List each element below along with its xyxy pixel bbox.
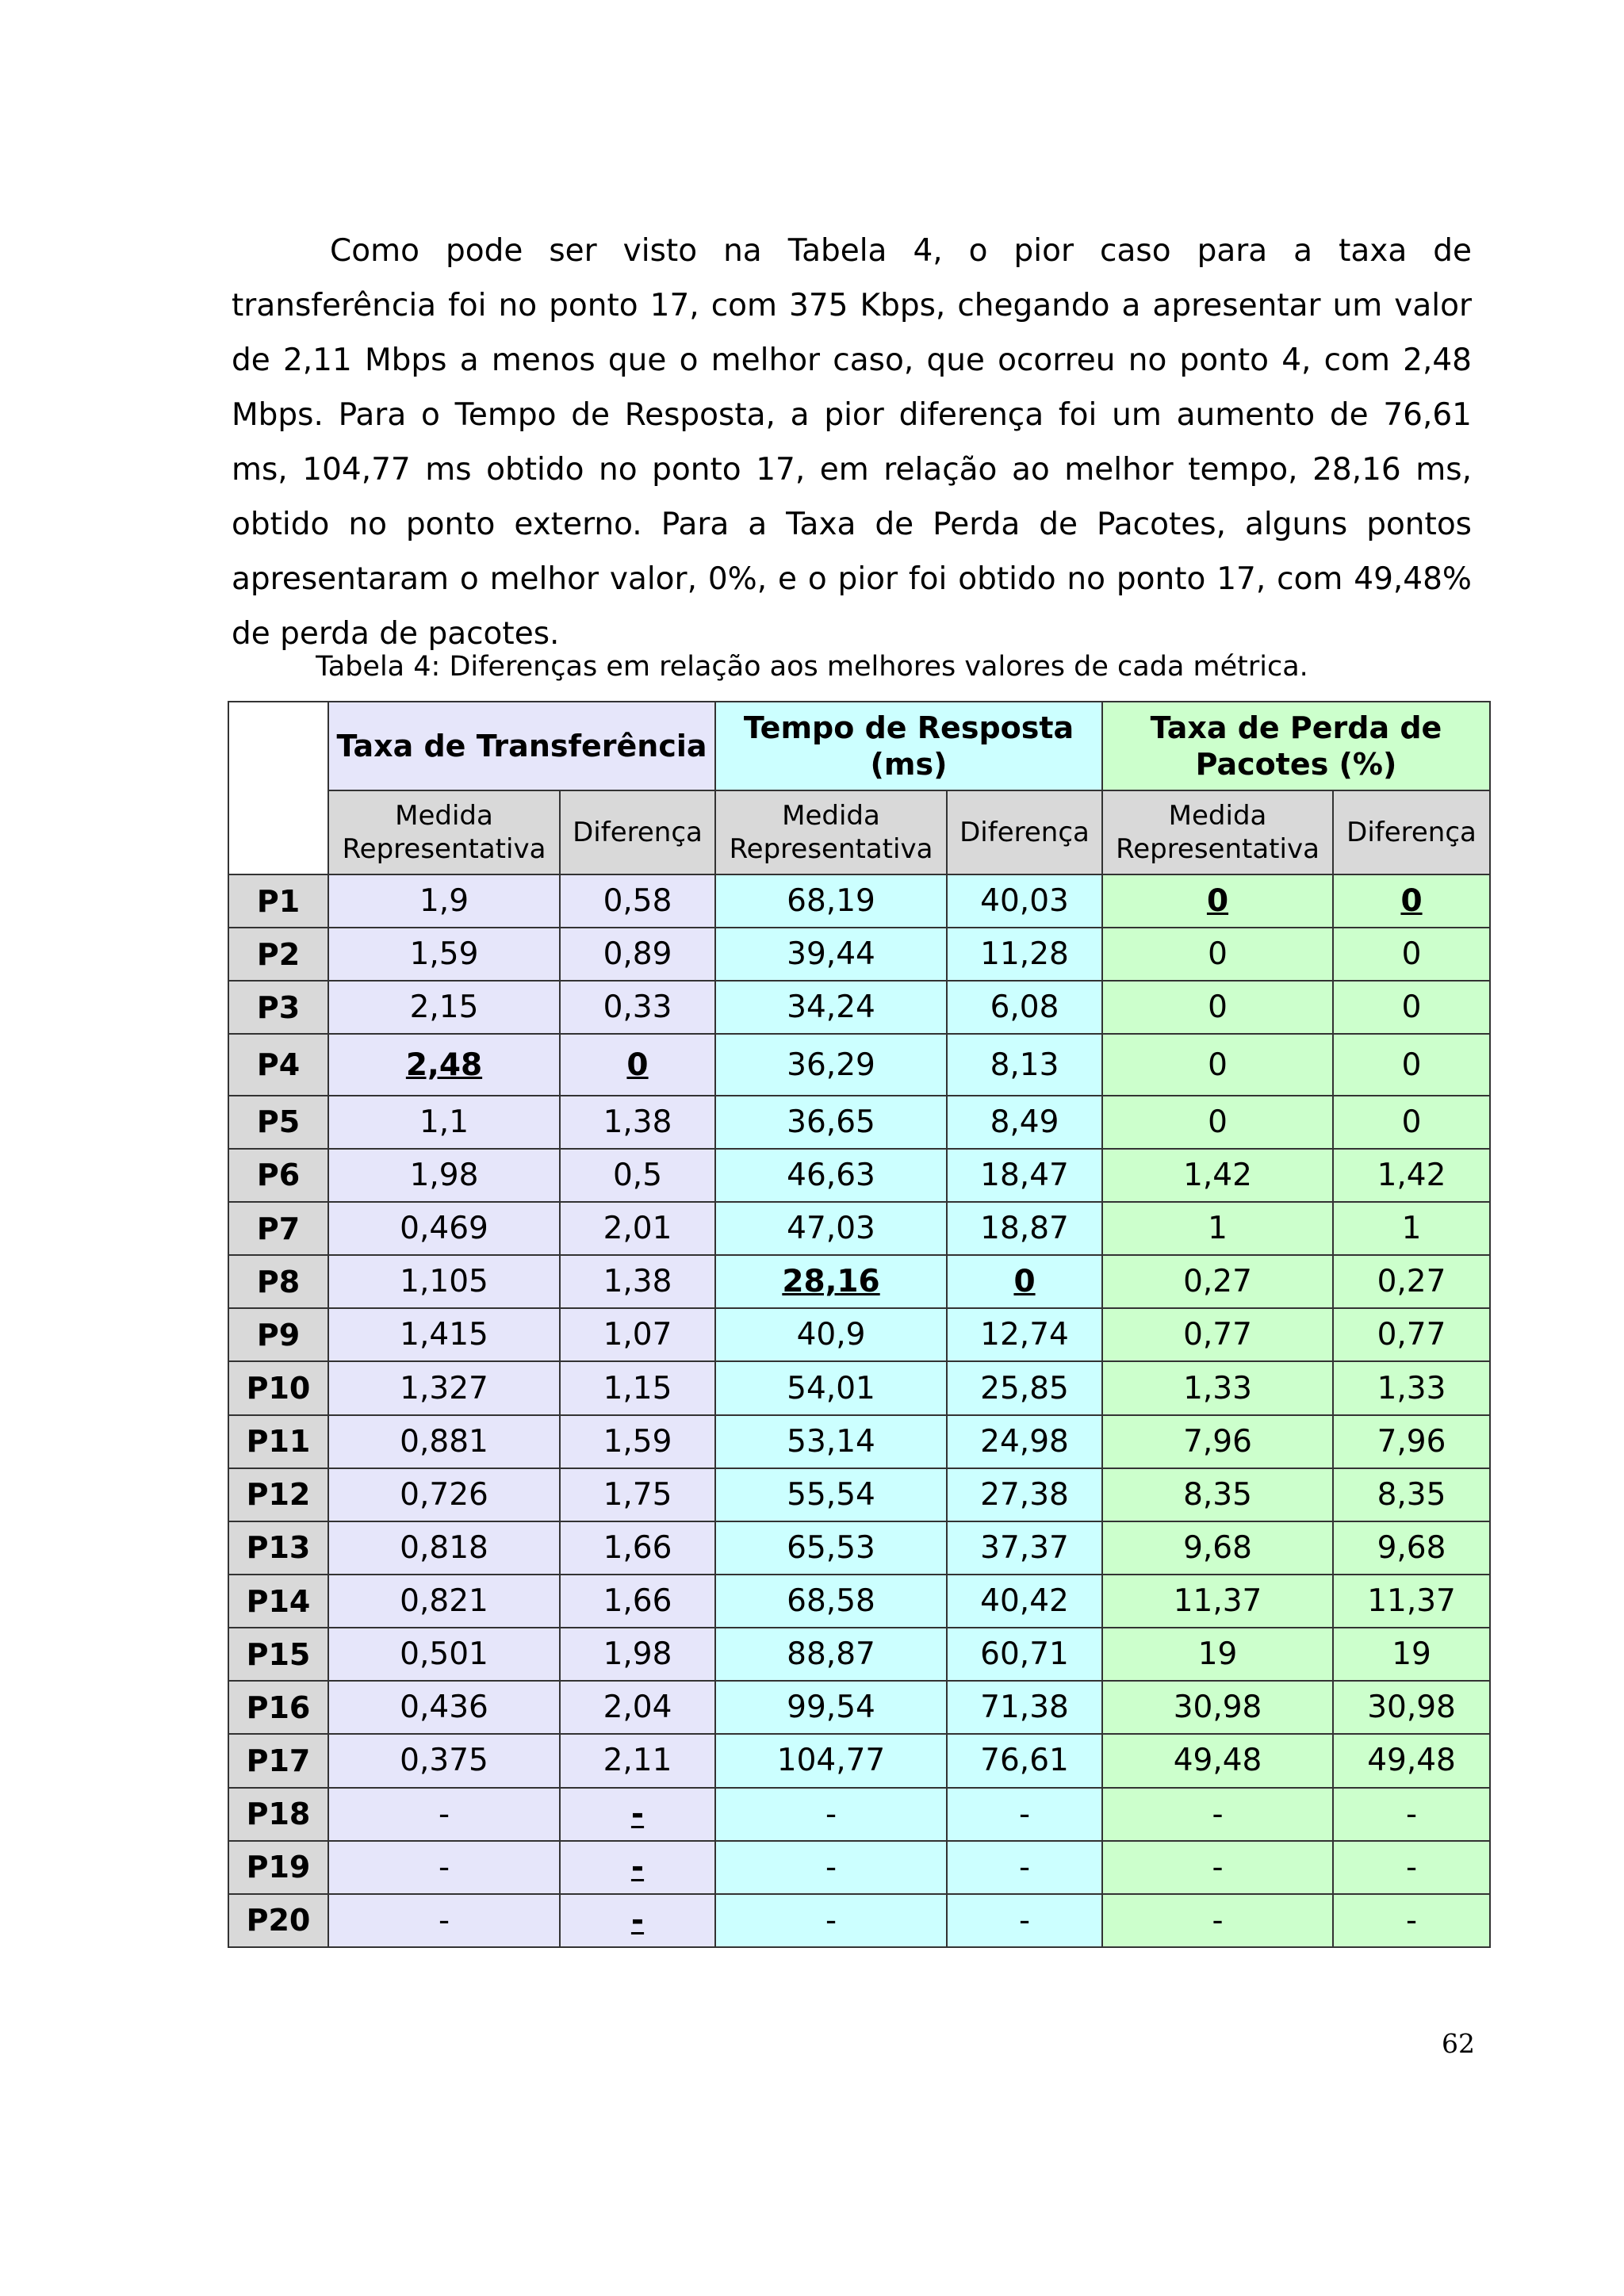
row-label: P5 [228,1096,328,1149]
table-row [228,928,1490,981]
cell-perda-medida: 0 [1102,1034,1333,1095]
row-label: P6 [228,1149,328,1202]
cell-tempo-diferenca: - [947,1788,1102,1841]
row-label: P11 [228,1415,328,1468]
cell-taxa-medida: - [328,1788,560,1841]
cell-taxa-medida: 1,59 [328,928,560,981]
cell-perda-diferenca: 11,37 [1333,1575,1490,1628]
cell-tempo-medida: 28,16 [715,1255,947,1308]
row-label: P9 [228,1308,328,1361]
cell-taxa-medida: 0,436 [328,1681,560,1734]
cell-tempo-diferenca: 27,38 [947,1468,1102,1521]
cell-taxa-medida: 0,501 [328,1628,560,1681]
cell-perda-diferenca: - [1333,1841,1490,1894]
metrics-table [228,701,1491,1948]
table-row [228,1361,1490,1414]
cell-perda-diferenca: 0,27 [1333,1255,1490,1308]
row-label: P14 [228,1575,328,1628]
cell-tempo-medida: 36,29 [715,1034,947,1095]
table-row [228,1096,1490,1149]
cell-tempo-medida: 34,24 [715,981,947,1034]
cell-taxa-medida: 0,375 [328,1734,560,1787]
table-row [228,1255,1490,1308]
cell-taxa-medida: 0,818 [328,1521,560,1575]
cell-tempo-medida: 54,01 [715,1361,947,1414]
cell-perda-diferenca: - [1333,1894,1490,1947]
table-row [228,874,1490,928]
cell-taxa-diferenca: 1,59 [560,1415,715,1468]
cell-tempo-diferenca: 60,71 [947,1628,1102,1681]
cell-tempo-medida: 46,63 [715,1149,947,1202]
cell-perda-medida: 1,42 [1102,1149,1333,1202]
row-label: P10 [228,1361,328,1414]
cell-tempo-diferenca: 12,74 [947,1308,1102,1361]
cell-tempo-medida: 99,54 [715,1681,947,1734]
cell-taxa-diferenca: 1,38 [560,1096,715,1149]
cell-perda-diferenca: - [1333,1788,1490,1841]
subheader-perda-diferenca: Diferença [1333,790,1490,874]
cell-tempo-medida: 68,19 [715,874,947,928]
table-row [228,1521,1490,1575]
cell-perda-medida: - [1102,1841,1333,1894]
cell-perda-medida: - [1102,1894,1333,1947]
cell-perda-diferenca: 0 [1333,1096,1490,1149]
page-number: 62 [1442,2028,1475,2059]
table-row [228,1788,1490,1841]
cell-perda-medida: - [1102,1788,1333,1841]
cell-tempo-diferenca: 71,38 [947,1681,1102,1734]
cell-perda-diferenca: 30,98 [1333,1681,1490,1734]
cell-perda-medida: 0 [1102,874,1333,928]
cell-taxa-diferenca: 0,58 [560,874,715,928]
cell-tempo-diferenca: 6,08 [947,981,1102,1034]
table-row [228,1415,1490,1468]
cell-perda-diferenca: 0 [1333,928,1490,981]
cell-taxa-diferenca: 2,04 [560,1681,715,1734]
cell-tempo-medida: 68,58 [715,1575,947,1628]
cell-tempo-diferenca: 76,61 [947,1734,1102,1787]
cell-tempo-diferenca: 8,49 [947,1096,1102,1149]
cell-taxa-diferenca: 0 [560,1034,715,1095]
cell-perda-diferenca: 8,35 [1333,1468,1490,1521]
table-row [228,981,1490,1034]
cell-tempo-diferenca: 40,42 [947,1575,1102,1628]
table-caption: Tabela 4: Diferenças em relação aos melhores valores de cada métrica. [316,651,1308,683]
cell-tempo-medida: 40,9 [715,1308,947,1361]
cell-taxa-medida: 1,327 [328,1361,560,1414]
cell-tempo-medida: 65,53 [715,1521,947,1575]
cell-taxa-medida: 2,48 [328,1034,560,1095]
cell-tempo-medida: 47,03 [715,1202,947,1255]
cell-perda-medida: 19 [1102,1628,1333,1681]
cell-tempo-diferenca: - [947,1841,1102,1894]
cell-taxa-diferenca: 1,66 [560,1521,715,1575]
table-row [228,1575,1490,1628]
cell-perda-medida: 11,37 [1102,1575,1333,1628]
row-label: P16 [228,1681,328,1734]
cell-tempo-medida: - [715,1894,947,1947]
cell-taxa-medida: 1,415 [328,1308,560,1361]
table-row [228,1468,1490,1521]
row-label: P8 [228,1255,328,1308]
cell-perda-medida: 1 [1102,1202,1333,1255]
cell-perda-diferenca: 49,48 [1333,1734,1490,1787]
cell-perda-diferenca: 1,42 [1333,1149,1490,1202]
cell-taxa-diferenca: - [560,1894,715,1947]
row-label: P4 [228,1034,328,1095]
row-label: P1 [228,874,328,928]
cell-taxa-diferenca: - [560,1788,715,1841]
cell-taxa-medida: - [328,1894,560,1947]
cell-perda-medida: 30,98 [1102,1681,1333,1734]
cell-perda-medida: 0,27 [1102,1255,1333,1308]
row-label: P3 [228,981,328,1034]
header-tempo-resposta: Tempo de Resposta (ms) [715,702,1102,790]
cell-tempo-medida: 55,54 [715,1468,947,1521]
subheader-tempo-diferenca: Diferença [947,790,1102,874]
cell-tempo-diferenca: 24,98 [947,1415,1102,1468]
cell-taxa-medida: 1,98 [328,1149,560,1202]
row-label: P20 [228,1894,328,1947]
cell-perda-medida: 0,77 [1102,1308,1333,1361]
subheader-taxa-diferenca: Diferença [560,790,715,874]
cell-taxa-diferenca: 1,66 [560,1575,715,1628]
cell-taxa-medida: - [328,1841,560,1894]
table-row [228,1308,1490,1361]
subheader-perda-medida: Medida Representativa [1102,790,1333,874]
header-taxa-perda-pacotes: Taxa de Perda de Pacotes (%) [1102,702,1490,790]
table-corner-cell [228,702,328,874]
cell-taxa-medida: 0,821 [328,1575,560,1628]
cell-tempo-medida: - [715,1788,947,1841]
table-row [228,1841,1490,1894]
cell-tempo-medida: 88,87 [715,1628,947,1681]
cell-taxa-medida: 0,469 [328,1202,560,1255]
cell-perda-medida: 0 [1102,981,1333,1034]
cell-tempo-diferenca: 18,87 [947,1202,1102,1255]
row-label: P18 [228,1788,328,1841]
cell-taxa-diferenca: 1,98 [560,1628,715,1681]
table-row [228,1202,1490,1255]
cell-perda-diferenca: 19 [1333,1628,1490,1681]
cell-perda-diferenca: 0 [1333,1034,1490,1095]
cell-perda-medida: 9,68 [1102,1521,1333,1575]
cell-perda-medida: 0 [1102,928,1333,981]
row-label: P17 [228,1734,328,1787]
row-label: P2 [228,928,328,981]
cell-perda-diferenca: 9,68 [1333,1521,1490,1575]
cell-perda-diferenca: 1,33 [1333,1361,1490,1414]
cell-taxa-diferenca: 1,15 [560,1361,715,1414]
cell-perda-medida: 7,96 [1102,1415,1333,1468]
cell-tempo-medida: 36,65 [715,1096,947,1149]
cell-tempo-diferenca: 11,28 [947,928,1102,981]
table-row [228,1894,1490,1947]
cell-taxa-medida: 1,9 [328,874,560,928]
cell-taxa-diferenca: 0,89 [560,928,715,981]
cell-taxa-diferenca: 2,01 [560,1202,715,1255]
cell-tempo-medida: 53,14 [715,1415,947,1468]
row-label: P19 [228,1841,328,1894]
cell-tempo-diferenca: 0 [947,1255,1102,1308]
row-label: P15 [228,1628,328,1681]
cell-perda-diferenca: 7,96 [1333,1415,1490,1468]
table-body [228,874,1490,1947]
cell-tempo-diferenca: 8,13 [947,1034,1102,1095]
cell-taxa-diferenca: - [560,1841,715,1894]
table-row [228,1681,1490,1734]
cell-tempo-diferenca: 37,37 [947,1521,1102,1575]
header-taxa-transferencia: Taxa de Transferência [328,702,715,790]
cell-tempo-medida: 39,44 [715,928,947,981]
cell-tempo-medida: - [715,1841,947,1894]
cell-taxa-diferenca: 0,5 [560,1149,715,1202]
body-paragraph: Como pode ser visto na Tabela 4, o pior caso para a taxa de transferência foi no ponto 17, com 375 Kbps, chegando a apresentar um valor de 2,11 Mbps a menos que o melhor caso, que ocorreu no ponto 4, com 2,48 Mbps. Para o Tempo de Resposta, a pior diferença foi um aumento de 76,61 ms, 104,77 ms obtido no ponto 17, em relação ao melhor tempo, 28,16 ms, obtido no ponto externo. Para a Taxa de Perda de Pacotes, alguns pontos apresentaram o melhor valor, 0%, e o pior foi obtido no ponto 17, com 49,48% de perda de pacotes. [232,233,1472,652]
cell-taxa-diferenca: 0,33 [560,981,715,1034]
cell-taxa-medida: 2,15 [328,981,560,1034]
cell-taxa-medida: 0,881 [328,1415,560,1468]
cell-taxa-medida: 1,105 [328,1255,560,1308]
table-row [228,1628,1490,1681]
subheader-tempo-medida: Medida Representativa [715,790,947,874]
cell-tempo-diferenca: 40,03 [947,874,1102,928]
cell-taxa-medida: 1,1 [328,1096,560,1149]
cell-perda-diferenca: 0,77 [1333,1308,1490,1361]
cell-perda-diferenca: 1 [1333,1202,1490,1255]
table-row [228,1034,1490,1095]
table-row [228,1149,1490,1202]
cell-taxa-diferenca: 2,11 [560,1734,715,1787]
cell-perda-diferenca: 0 [1333,874,1490,928]
subheader-taxa-medida: Medida Representativa [328,790,560,874]
cell-tempo-diferenca: - [947,1894,1102,1947]
cell-perda-diferenca: 0 [1333,981,1490,1034]
cell-taxa-diferenca: 1,07 [560,1308,715,1361]
cell-tempo-medida: 104,77 [715,1734,947,1787]
cell-perda-medida: 49,48 [1102,1734,1333,1787]
cell-perda-medida: 0 [1102,1096,1333,1149]
row-label: P12 [228,1468,328,1521]
row-label: P7 [228,1202,328,1255]
cell-tempo-diferenca: 25,85 [947,1361,1102,1414]
cell-taxa-medida: 0,726 [328,1468,560,1521]
cell-taxa-diferenca: 1,75 [560,1468,715,1521]
cell-perda-medida: 8,35 [1102,1468,1333,1521]
cell-tempo-diferenca: 18,47 [947,1149,1102,1202]
cell-perda-medida: 1,33 [1102,1361,1333,1414]
row-label: P13 [228,1521,328,1575]
table-row [228,1734,1490,1787]
cell-taxa-diferenca: 1,38 [560,1255,715,1308]
